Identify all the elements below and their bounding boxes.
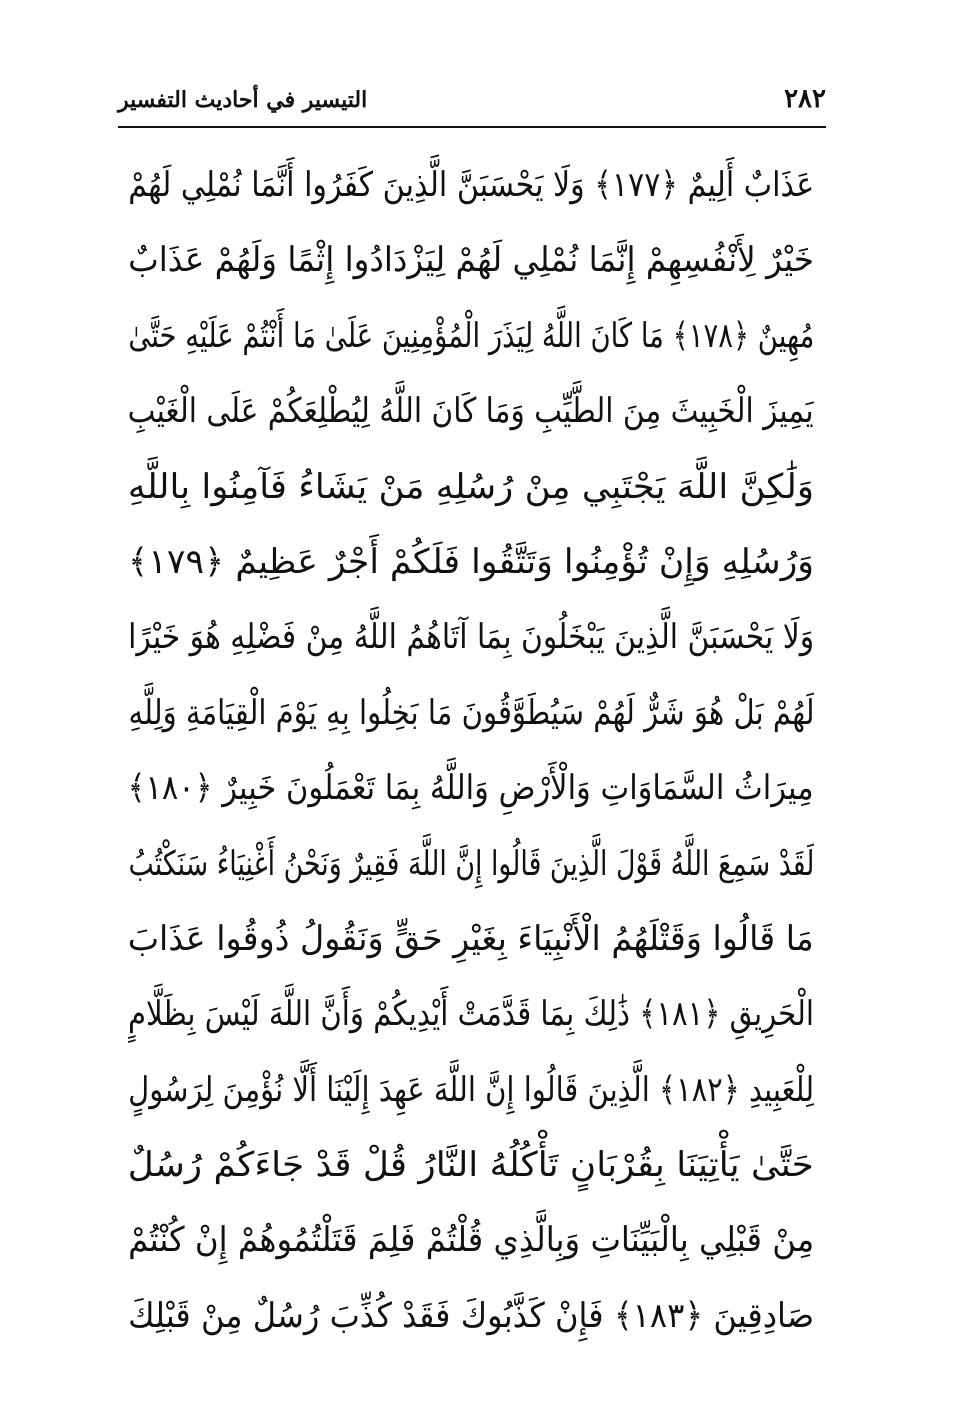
verse-line-text: وَرُسُلِهِ وَإِنْ تُؤْمِنُوا وَتَتَّقُوا فَلَكُمْ أَجْرٌ عَظِيمٌ ﴿١٧٩﴾: [128, 541, 814, 582]
verse-line-text: يَمِيزَ الْخَبِيثَ مِنَ الطَّيِّبِ وَمَا كَانَ اللَّهُ لِيُطْلِعَكُمْ عَلَى الْغَيْبِ: [128, 391, 814, 432]
verse-line-text: وَلَٰكِنَّ اللَّهَ يَجْتَبِي مِنْ رُسُلِهِ مَنْ يَشَاءُ فَآمِنُوا بِاللَّهِ: [128, 466, 814, 507]
verse-line: [128, 600, 814, 675]
verse-line-text: لَقَدْ سَمِعَ اللَّهُ قَوْلَ الَّذِينَ قَالُوا إِنَّ اللَّهَ فَقِيرٌ وَنَحْنُ أَغْنِيَاءُ سَنَكْتُبُ: [128, 843, 814, 884]
verse-line-text: مِنْ قَبْلِي بِالْبَيِّنَاتِ وَبِالَّذِي قُلْتُمْ فَلِمَ قَتَلْتُمُوهُمْ إِنْ كُنْتُمْ: [128, 1220, 814, 1261]
verse-line: [128, 902, 814, 977]
verse-line: [128, 374, 814, 449]
verse-line: [128, 148, 814, 223]
verse-line: [128, 299, 814, 374]
verse-line: [128, 1128, 814, 1203]
verse-line-text: وَلَا يَحْسَبَنَّ الَّذِينَ يَبْخَلُونَ بِمَا آتَاهُمُ اللَّهُ مِنْ فَضْلِهِ هُوَ خَيْرًا: [128, 617, 814, 658]
verse-line: [128, 223, 814, 298]
verse-line: [128, 977, 814, 1052]
verse-line-text: مِيرَاثُ السَّمَاوَاتِ وَالْأَرْضِ وَاللَّهُ بِمَا تَعْمَلُونَ خَبِيرٌ ﴿١٨٠﴾: [128, 768, 814, 809]
verse-line: [128, 1203, 814, 1278]
running-title: التيسير في أحاديث التفسير: [118, 87, 368, 113]
verse-line-text: مُهِينٌ ﴿١٧٨﴾ مَا كَانَ اللَّهُ لِيَذَرَ الْمُؤْمِنِينَ عَلَىٰ مَا أَنْتُمْ عَلَيْهِ حَتَّىٰ: [128, 315, 814, 356]
verse-line: [128, 450, 814, 525]
verse-line-text: الْحَرِيقِ ﴿١٨١﴾ ذَٰلِكَ بِمَا قَدَّمَتْ أَيْدِيكُمْ وَأَنَّ اللَّهَ لَيْسَ بِظَلَّامٍ: [128, 994, 814, 1035]
page-number: ٢٨٢: [784, 84, 826, 114]
verse-line: [128, 1053, 814, 1128]
verse-line: [128, 676, 814, 751]
header-divider: [118, 126, 826, 128]
verse-line: [128, 1279, 814, 1354]
page-header: [118, 82, 826, 122]
verse-line: [128, 827, 814, 902]
verse-line-text: صَادِقِينَ ﴿١٨٣﴾ فَإِنْ كَذَّبُوكَ فَقَدْ كُذِّبَ رُسُلٌ مِنْ قَبْلِكَ: [128, 1295, 814, 1336]
verse-line-text: حَتَّىٰ يَأْتِيَنَا بِقُرْبَانٍ تَأْكُلُهُ النَّارُ قُلْ قَدْ جَاءَكُمْ رُسُلٌ: [128, 1145, 814, 1186]
verse-line-text: لَهُمْ بَلْ هُوَ شَرٌّ لَهُمْ سَيُطَوَّقُونَ مَا بَخِلُوا بِهِ يَوْمَ الْقِيَامَةِ وَلِلَّهِ: [128, 692, 814, 733]
verse-text-block: [128, 148, 814, 1354]
verse-line: [128, 751, 814, 826]
verse-line-text: عَذَابٌ أَلِيمٌ ﴿١٧٧﴾ وَلَا يَحْسَبَنَّ الَّذِينَ كَفَرُوا أَنَّمَا نُمْلِي لَهُمْ: [128, 165, 814, 205]
verse-line-text: خَيْرٌ لِأَنْفُسِهِمْ إِنَّمَا نُمْلِي لَهُمْ لِيَزْدَادُوا إِثْمًا وَلَهُمْ عَذَابٌ: [128, 240, 814, 281]
verse-line-text: لِلْعَبِيدِ ﴿١٨٢﴾ الَّذِينَ قَالُوا إِنَّ اللَّهَ عَهِدَ إِلَيْنَا أَلَّا نُؤْمِنَ لِرَسُولٍ: [128, 1069, 814, 1110]
verse-line: [128, 525, 814, 600]
verse-line-text: مَا قَالُوا وَقَتْلَهُمُ الْأَنْبِيَاءَ بِغَيْرِ حَقٍّ وَنَقُولُ ذُوقُوا عَذَابَ: [128, 918, 814, 959]
